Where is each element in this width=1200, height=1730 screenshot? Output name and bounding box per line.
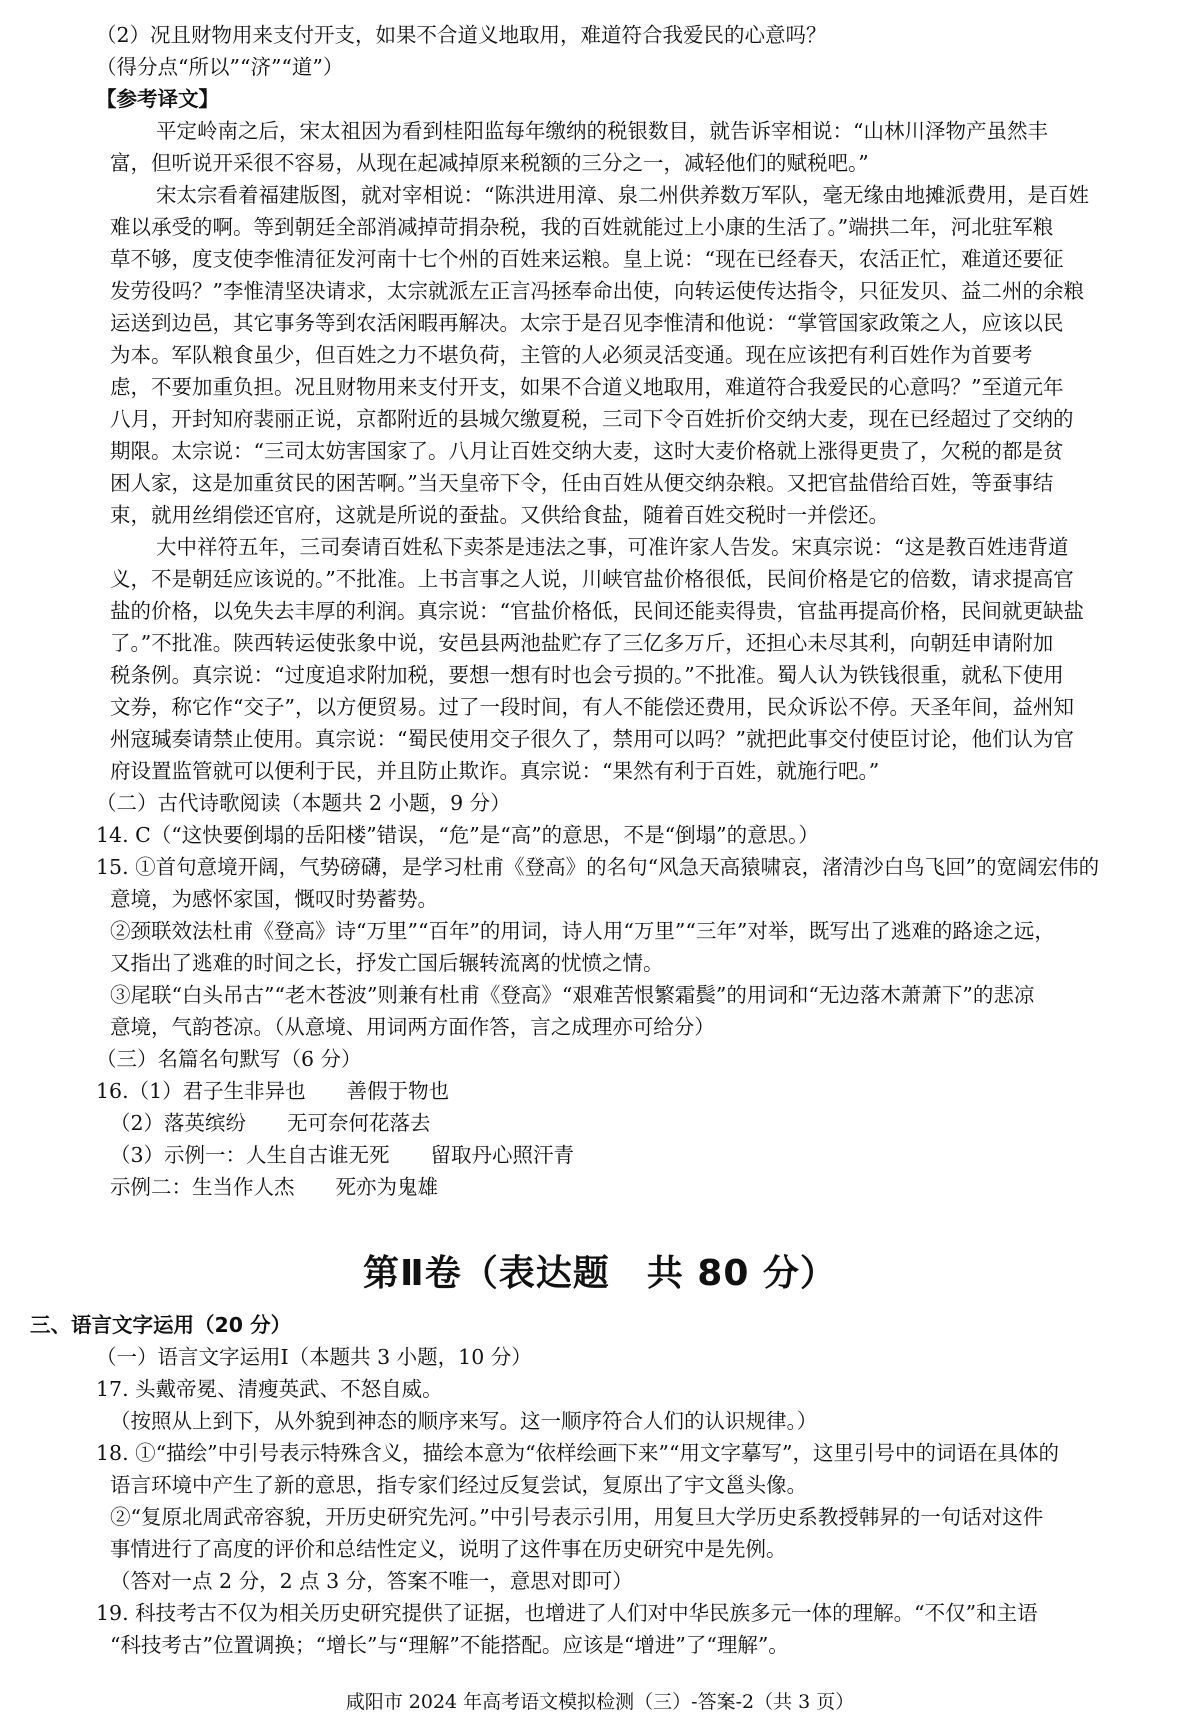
text-line: 又指出了逃难的时间之长，抒发亡国后辗转流离的忧愤之情。: [110, 951, 664, 975]
subsection-heading: （二）古代诗歌阅读（本题共 2 小题，9 分）: [96, 791, 511, 815]
text-line: 为本。军队粮食虽少，但百姓之力不堪负荷，主管的人必须灵活变通。现在应该把有利百姓作为首要考: [110, 343, 1033, 367]
text-line: 虑，不要加重负担。况且财物用来支付开支，如果不合道义地取用，难道符合我爱民的心意吗？”至道元年: [110, 375, 1064, 399]
answer-18: 18. ①“描绘”中引号表示特殊含义，描绘本意为“依样绘画下来”“用文字摹写”，这里引号中的词语在具体的: [96, 1441, 1059, 1465]
text-line: 州寇瑊奏请禁止使用。真宗说：“蜀民使用交子很久了，禁用可以吗？”就把此事交付使臣讨论，他们认为官: [110, 727, 1074, 751]
answer-15: 15. ①首句意境开阔，气势磅礴，是学习杜甫《登高》的名句“风急天高猿啸哀，渚清沙白鸟飞回”的宽阔宏伟的: [96, 855, 1100, 879]
text-line: 难以承受的啊。等到朝廷全部消减掉苛捐杂税，我的百姓就能过上小康的生活了。”端拱二年，河北驻军粮: [110, 215, 1054, 239]
reference-translation-heading: 【参考译文】: [96, 87, 219, 111]
answer-17: 17. 头戴帝冕、清瘦英武、不怒自威。: [96, 1377, 443, 1401]
text-line: 运送到边邑，其它事务等到农活闲暇再解决。太宗于是召见李惟清和他说：“掌管国家政策之人，应该以民: [110, 311, 1064, 335]
text-line: 义，不是朝廷应该说的。”不批准。上书言事之人说，川峡官盐价格很低，民间价格是它的倍数，请求提高官: [110, 567, 1074, 591]
text-line: “科技考古”位置调换；“增长”与“理解”不能搭配。应该是“增进”了“理解”。: [110, 1633, 789, 1657]
text-line: 语言环境中产生了新的意思，指专家们经过反复尝试，复原出了宇文邕头像。: [110, 1473, 807, 1497]
text-line: 示例二：生当作人杰 死亦为鬼雄: [110, 1175, 438, 1199]
answer-14: 14. C（“这快要倒塌的岳阳楼”错误，“危”是“高”的意思，不是“倒塌”的意思。）: [96, 823, 819, 847]
text-line: 宋太宗看着福建版图，就对宰相说：“陈洪进用漳、泉二州供养数万军队，毫无缘由地摊派费用，是百姓: [156, 183, 1089, 207]
text-line: 束，就用丝绢偿还官府，这就是所说的蚕盐。又供给食盐，随着百姓交税时一并偿还。: [110, 503, 889, 527]
text-line: ②颈联效法杜甫《登高》诗“万里”“百年”的用词，诗人用“万里”“三年”对举，既写出了逃难的路途之远，: [110, 919, 1055, 943]
text-line: 期限。太宗说：“三司太妨害国家了。八月让百姓交纳大麦，这时大麦价格就上涨得更贵了，欠税的都是贫: [110, 439, 1064, 463]
text-line: （2）况且财物用来支付开支，如果不合道义地取用，难道符合我爱民的心意吗？: [96, 23, 827, 47]
text-line: （2）落英缤纷 无可奈何花落去: [110, 1111, 431, 1135]
text-line: 文券，称它作“交子”，以方便贸易。过了一段时间，有人不能偿还费用，民众诉讼不停。天圣年间，益州知: [110, 695, 1074, 719]
text-line: 了。”不批准。陕西转运使张象中说，安邑县两池盐贮存了三亿多万斤，还担心未尽其利，向朝廷申请附加: [110, 631, 1054, 655]
text-line: （答对一点 2 分，2 点 3 分，答案不唯一，意思对即可）: [110, 1569, 633, 1593]
answer-16: 16.（1）君子生非异也 善假于物也: [96, 1079, 450, 1103]
text-line: ③尾联“白头吊古”“老木苍波”则兼有杜甫《登高》“艰难苦恨繁霜鬓”的用词和“无边落木萧萧下”的悲凉: [110, 983, 1035, 1007]
subsection-heading: （三）名篇名句默写（6 分）: [96, 1047, 362, 1071]
text-line: 意境，为感怀家国，慨叹时势蓄势。: [110, 887, 438, 911]
text-line: 府设置监管就可以便利于民，并且防止欺诈。真宗说：“果然有利于百姓，就施行吧。”: [110, 759, 880, 783]
text-line: 富，但听说开采很不容易，从现在起减掉原来税额的三分之一，减轻他们的赋税吧。”: [110, 151, 869, 175]
text-line: 税条例。真宗说：“过度追求附加税，要想一想有时也会亏损的。”不批准。蜀人认为铁钱很重，就私下使用: [110, 663, 1064, 687]
text-line: 发劳役吗？”李惟清坚决请求，太宗就派左正言冯拯奉命出使，向转运使传达指令，只征发贝、益二州的余粮: [110, 279, 1084, 303]
part-heading: 三、语言文字运用（20 分）: [30, 1313, 292, 1337]
text-line: 草不够，度支使李惟清征发河南十七个州的百姓来运粮。皇上说：“现在已经春天，农活正忙，难道还要征: [110, 247, 1064, 271]
answer-19: 19. 科技考古不仅为相关历史研究提供了证据，也增进了人们对中华民族多元一体的理解。“不仅”和主语: [96, 1601, 1038, 1625]
page-footer: 咸阳市 2024 年高考语文模拟检测（三）-答案-2（共 3 页）: [345, 1691, 855, 1713]
text-line: 盐的价格，以免失去丰厚的利润。真宗说：“官盐价格低，民间还能卖得贵，官盐再提高价格，民间就更缺盐: [110, 599, 1084, 623]
text-line: 八月，开封知府裴丽正说，京都附近的县城欠缴夏税，三司下令百姓折价交纳大麦，现在已经超过了交纳的: [110, 407, 1074, 431]
section-title: 第Ⅱ卷（表达题 共 80 分）: [363, 1253, 837, 1294]
text-line: （得分点“所以”“济”“道”）: [96, 55, 344, 79]
subsection-heading: （一）语言文字运用Ⅰ（本题共 3 小题，10 分）: [96, 1345, 532, 1369]
text-line: ②“复原北周武帝容貌，开历史研究先河。”中引号表示引用，用复旦大学历史系教授韩昇的一句话对这件: [110, 1505, 1044, 1529]
text-line: （按照从上到下，从外貌到神态的顺序来写。这一顺序符合人们的认识规律。）: [110, 1409, 818, 1433]
text-line: 事情进行了高度的评价和总结性定义，说明了这件事在历史研究中是先例。: [110, 1537, 787, 1561]
text-line: 平定岭南之后，宋太祖因为看到桂阳监每年缴纳的税银数目，就告诉宰相说：“山林川泽物产虽然丰: [156, 119, 1048, 143]
text-line: 大中祥符五年，三司奏请百姓私下卖茶是违法之事，可准许家人告发。宋真宗说：“这是教百姓违背道: [156, 535, 1069, 559]
text-line: 意境，气韵苍凉。（从意境、用词两方面作答，言之成理亦可给分）: [110, 1015, 715, 1039]
text-line: （3）示例一：人生自古谁无死 留取丹心照汗青: [110, 1143, 575, 1167]
text-line: 困人家，这是加重贫民的困苦啊。”当天皇帝下令，任由百姓从便交纳杂粮。又把官盐借给百姓，等蚕事结: [110, 471, 1054, 495]
